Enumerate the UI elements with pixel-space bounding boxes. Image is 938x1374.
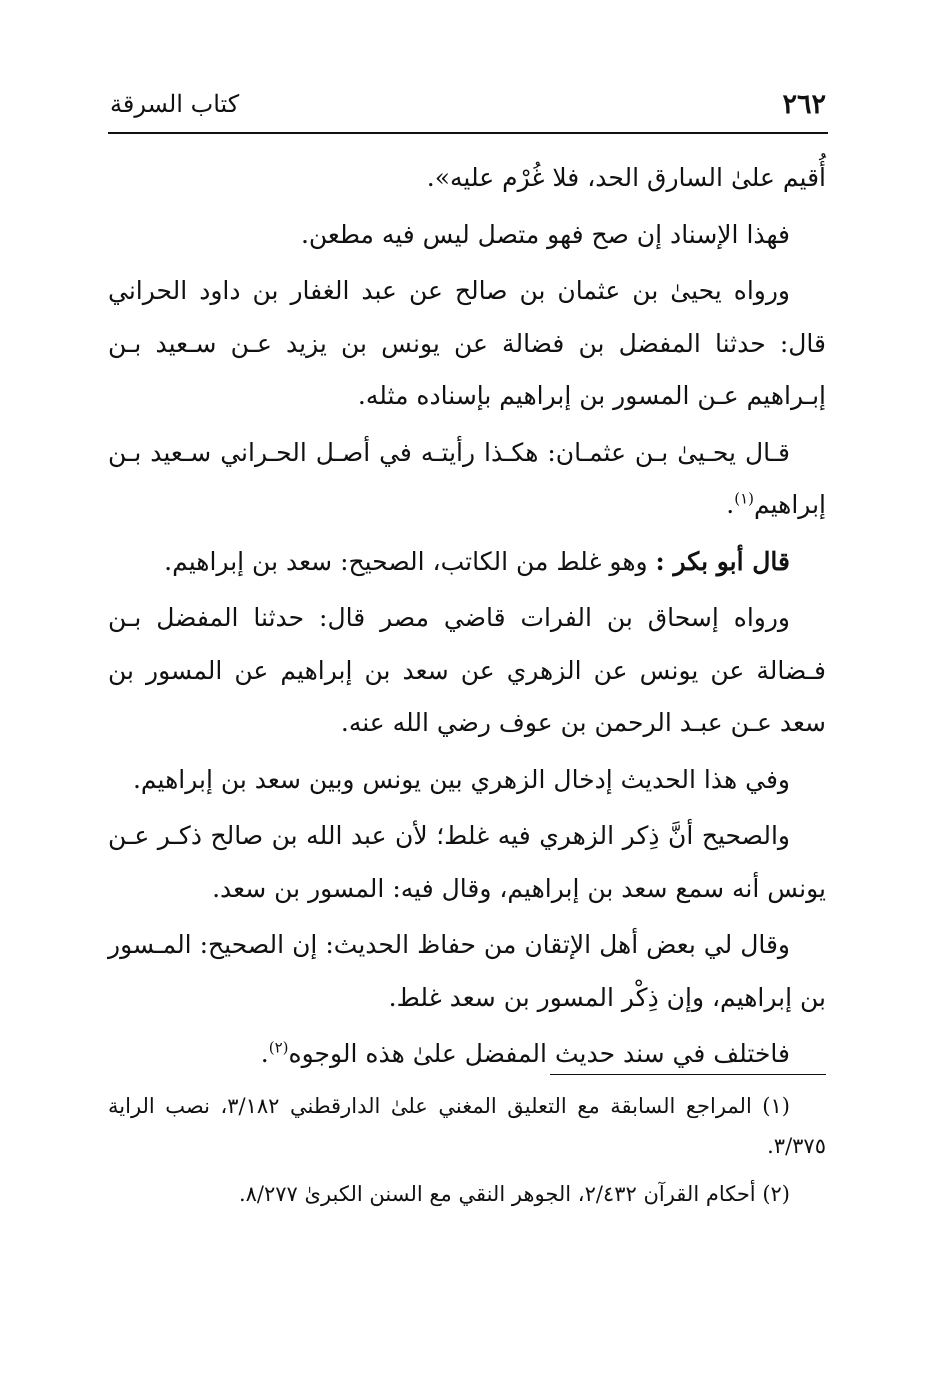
paragraph-6: ورواه إسحاق بن الفرات قاضي مصر قال: حدثنا المفضل بـن فـضالة عن يونس عن الزهري عن سعد بن إبراهيم عن المسور بن سعد عـن عبـد الرحمن بن عوف رضي الله عنه. [108, 603, 826, 737]
header-rule [108, 132, 828, 134]
paragraph-2: فهذا الإسناد إن صح فهو متصل ليس فيه مطعن. [300, 219, 790, 249]
footnote-2: (٢) أحكام القرآن ٢/٤٣٢، الجوهر النقي مع السنن الكبرىٰ ٨/٢٧٧. [238, 1182, 790, 1206]
paragraph-10-period: . [260, 1039, 269, 1068]
paragraph-1: أُقيم علىٰ السارق الحد، فلا غُرْم عليه». [426, 163, 826, 192]
footnote-ref-1: (١) [734, 489, 754, 508]
chapter-title: كتاب السرقة [110, 90, 240, 118]
paragraph-4-period: . [726, 490, 735, 519]
paragraph-5 [108, 536, 826, 589]
paragraph-4 [108, 427, 826, 532]
speaker-label: قال أبو بكر : [655, 546, 790, 576]
paragraph-3: ورواه يحيىٰ بن عثمان بن صالح عن عبد الغفار بن داود الحراني قال: حدثنا المفضل بن فضالة عن يونس بن يزيد عـن سـعيد بـن إبـراهيم عـن المسور بن إبراهيم بإسناده مثله. [108, 276, 826, 410]
page-number: ٢٦٢ [782, 88, 826, 120]
paragraph-10-text: فاختلف في سند حديث المفضل علىٰ هذه الوجوه [288, 1039, 790, 1068]
paragraph-5-text: وهو غلط من الكاتب، الصحيح: سعد بن إبراهيم. [164, 546, 648, 576]
running-header [110, 84, 826, 124]
main-text [108, 152, 826, 1085]
paragraph-9: وقال لي بعض أهل الإتقان من حفاظ الحديث: إن الصحيح: المـسور بن إبراهيم، وإن ذِكْر المسور بن سعد غلط. [108, 930, 826, 1012]
paragraph-7: وفي هذا الحديث إدخال الزهري بين يونس وبين سعد بن إبراهيم. [132, 764, 790, 794]
paragraph-4-text: قـال يحـيىٰ بـن عثمـان: هكـذا رأيتـه في أصـل الحـراني سـعيد بـن إبراهيم [108, 437, 826, 519]
footnote-ref-2: (٢) [268, 1038, 289, 1057]
paragraph-10 [108, 1028, 826, 1081]
footnotes [108, 1086, 826, 1222]
footnote-1: (١) المراجع السابقة مع التعليق المغني علىٰ الدارقطني ٣/١٨٢، نصب الراية ٣/٣٧٥. [108, 1094, 826, 1158]
paragraph-8: والصحيح أنَّ ذِكر الزهري فيه غلط؛ لأن عبد الله بن صالح ذكـر عـن يونس أنه سمع سعد بن إبراهيم، وقال فيه: المسور بن سعد. [108, 821, 826, 903]
footnote-rule [550, 1074, 826, 1075]
